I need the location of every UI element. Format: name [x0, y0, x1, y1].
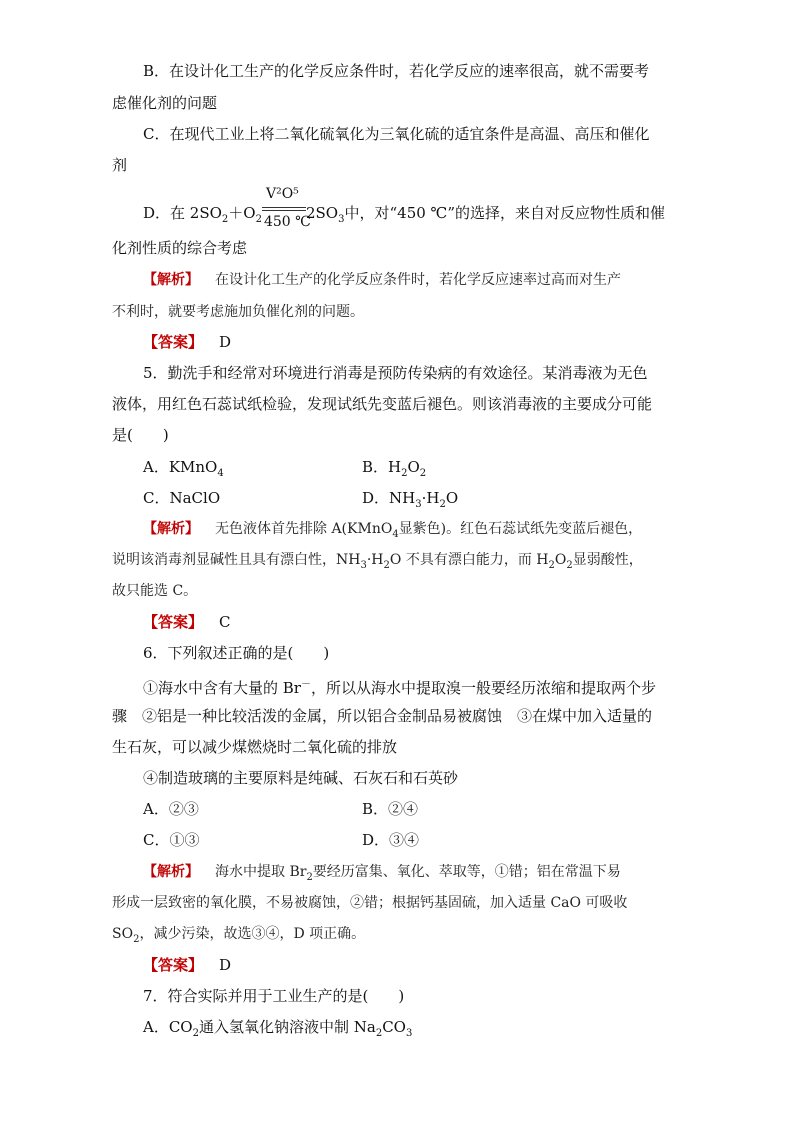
q7-stem: 7．符合实际并用于工业生产的是( ): [143, 987, 405, 1005]
q6-explanation-line2: 形成一层致密的氧化膜，不易被腐蚀，②错；根据钙基固硫，加入适量 CaO 可吸收: [112, 895, 628, 911]
q4-explanation-line1: 【解析】 在设计化工生产的化学反应条件时，若化学反应速率过高而对生产: [143, 272, 621, 288]
q4-option-b-line2: 虑催化剂的问题: [112, 94, 218, 112]
q4-option-d-line1: D．在 $2SO_2+O_2$ $\frac{\text{V²O⁵}}{450 ℃}$ $2SO_3$中，对“450 ℃”的选择，来自对反应物性质和催: [143, 186, 666, 230]
q4-option-c-line2: 剂: [112, 156, 128, 174]
q6-option-d[interactable]: D．③④: [362, 831, 420, 849]
answer-label: 【答案】: [143, 956, 204, 974]
q6-option-b[interactable]: B．②④: [362, 800, 419, 818]
q5-option-a[interactable]: A．KMnO$_4$: [143, 458, 224, 479]
q6-statement-line3: 生石灰，可以减少煤燃烧时二氧化硫的排放: [112, 738, 398, 756]
q6-answer: 【答案】 D: [143, 956, 232, 974]
q4-explanation-line2: 不利时，就要考虑施加负催化剂的问题。: [112, 304, 364, 320]
answer-label: 【答案】: [143, 333, 204, 351]
q4-option-b-line1: B．在设计化工生产的化学反应条件时，若化学反应的速率很高，就不需要考: [143, 62, 650, 80]
q4-answer: 【答案】 D: [143, 333, 232, 351]
explanation-label: 【解析】: [143, 521, 199, 537]
q6-option-c[interactable]: C．①③: [143, 831, 200, 849]
q4-option-c-line1: C．在现代工业上将二氧化硫氧化为三氧化硫的适宜条件是高温、高压和催化: [143, 125, 650, 143]
q5-explanation-line1: 【解析】 无色液体首先排除 A(KMnO$_4$显紫色)。红色石蕊试纸先变蓝后褪色，: [143, 521, 643, 540]
q5-stem-line2: 液体，用红色石蕊试纸检验，发现试纸先变蓝后褪色。则该消毒液的主要成分可能: [112, 395, 653, 413]
q6-statement-4: ④制造玻璃的主要原料是纯碱、石灰石和石英砂: [143, 769, 459, 787]
q6-statement-line1: ①海水中含有大量的 Br－，所以从海水中提取溴一般要经历浓缩和提取两个步: [143, 679, 656, 697]
reaction-condition: $\frac{\text{V²O⁵}}{450 ℃}$: [263, 186, 311, 230]
explanation-label: 【解析】: [143, 864, 199, 880]
q5-stem-line3: 是( ): [112, 426, 169, 444]
q5-explanation-line2: 说明该消毒剂显碱性且具有漂白性，$NH_3\cdot H_2O$ 不具有漂白能力，而 $H_2O_2$显弱酸性，: [112, 552, 643, 571]
q5-explanation-line3: 故只能选 C。: [112, 583, 198, 599]
q7-option-a[interactable]: A．$CO_2$通入氢氧化钠溶液中制 $Na_2CO_3$: [143, 1018, 413, 1039]
answer-label: 【答案】: [143, 613, 204, 631]
q5-option-c[interactable]: C．NaClO: [143, 489, 221, 507]
q6-option-a[interactable]: A．②③: [143, 800, 199, 818]
q4-option-d-line2: 化剂性质的综合考虑: [112, 239, 248, 257]
q6-explanation-line3: $SO_2$，减少污染，故选③④，D 项正确。: [112, 926, 366, 945]
q6-stem: 6．下列叙述正确的是( ): [143, 644, 330, 662]
q6-explanation-line1: 【解析】 海水中提取 $Br_2$要经历富集、氧化、萃取等，①错；铝在常温下易: [143, 864, 621, 883]
q5-option-b[interactable]: B．$H_2O_2$: [362, 458, 427, 479]
q5-stem-line1: 5．勤洗手和经常对环境进行消毒是预防传染病的有效途径。某消毒液为无色: [143, 364, 648, 382]
explanation-label: 【解析】: [143, 272, 199, 288]
q5-option-d[interactable]: D．$NH_3\cdot H_2O$: [362, 489, 459, 510]
q6-statement-line2: 骤 ②铝是一种比较活泼的金属，所以铝合金制品易被腐蚀 ③在煤中加入适量的: [112, 707, 653, 725]
q5-answer: 【答案】 C: [143, 613, 231, 631]
